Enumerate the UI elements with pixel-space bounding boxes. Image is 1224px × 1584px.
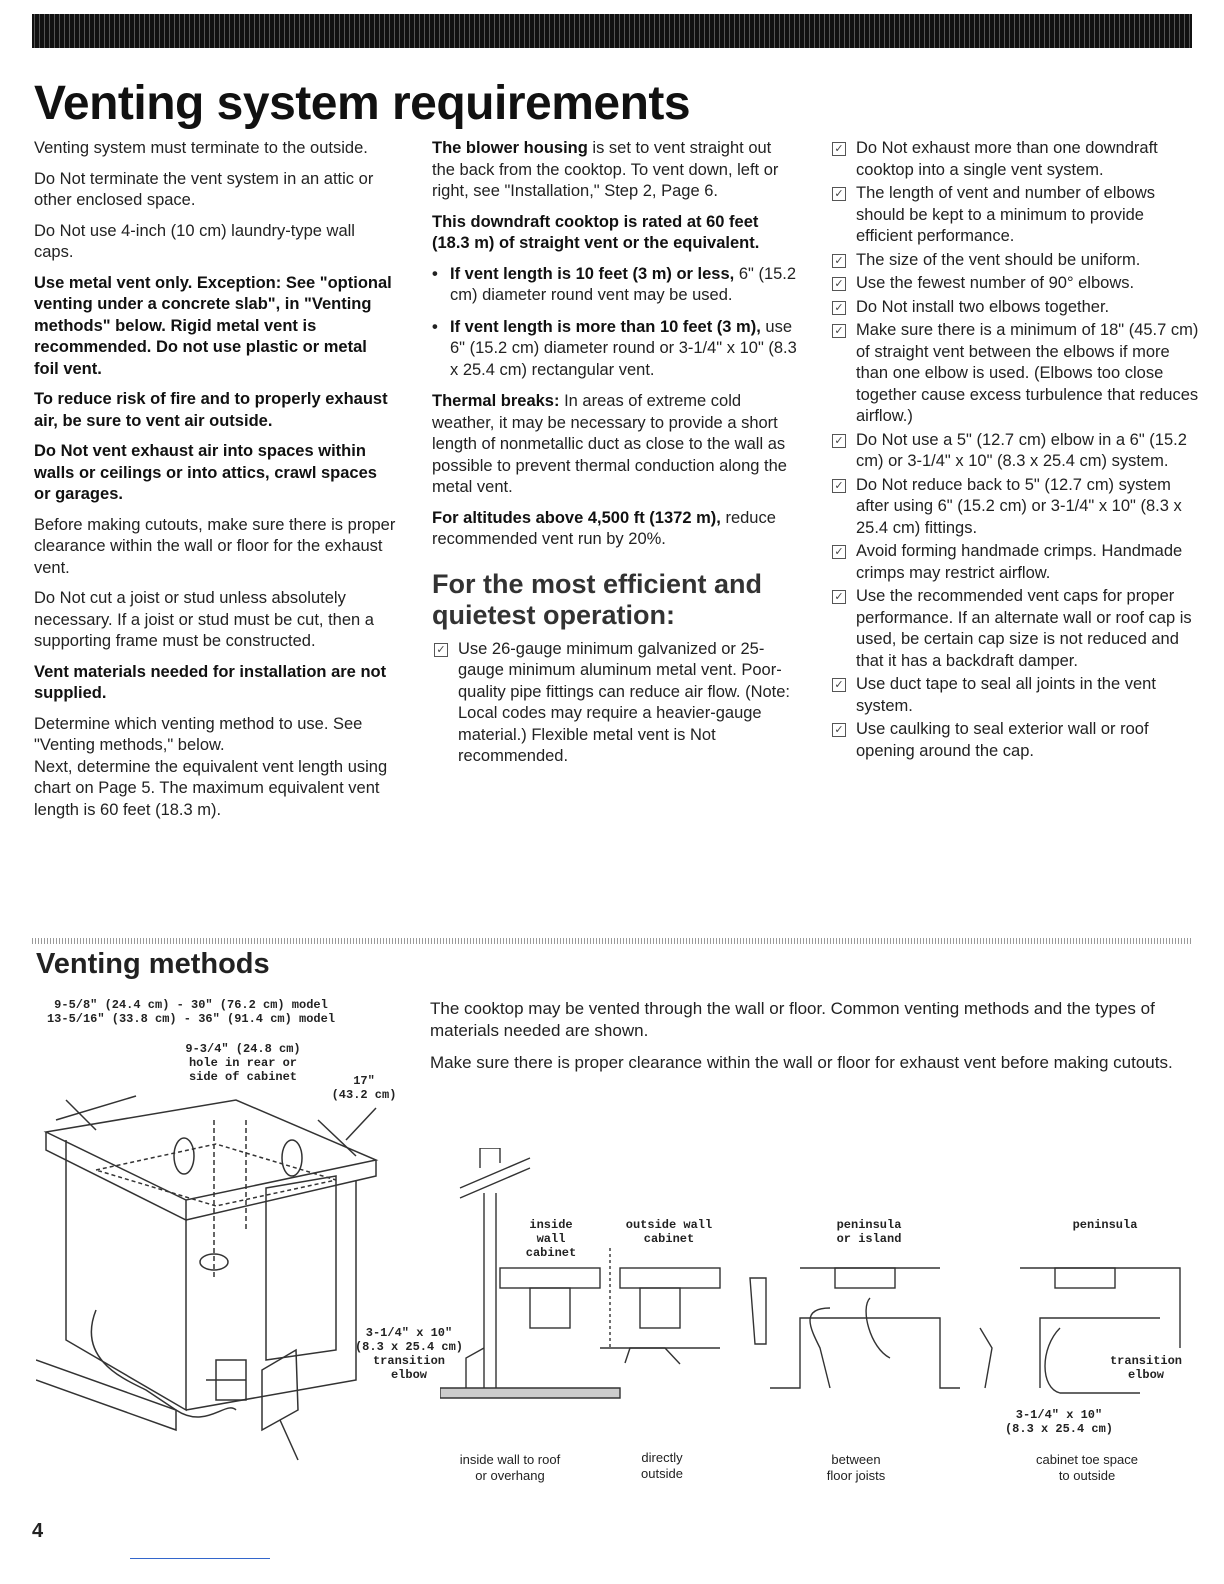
checklist-text: Do Not use a 5" (12.7 cm) elbow in a 6" (15.2 cm) or 3-1/4" x 10" (8.3 x 25.4 cm) system.: [856, 430, 1187, 470]
checkbox-icon: ✓: [832, 723, 846, 737]
rated-paragraph: This downdraft cooktop is rated at 60 feet (18.3 m) of straight vent or the equivalent.: [432, 212, 760, 252]
checklist-item: [830, 475, 1202, 540]
roof-line: [460, 1158, 530, 1198]
checklist-text: Use the recommended vent caps for proper performance. If an alternate wall or roof cap is used, be certain cap size is not reduced and that it has a backdraft damper.: [856, 587, 1192, 670]
checklist-text: Avoid forming handmade crimps. Handmade crimps may restrict airflow.: [856, 542, 1183, 582]
paragraph: Do Not terminate the vent system in an attic or other enclosed space.: [34, 169, 374, 209]
page-number: 4: [32, 1520, 44, 1542]
checkbox-icon: ✓: [832, 254, 846, 268]
label-transition-elbow-left: 3-1/4" x 10" (8.3 x 25.4 cm) transition elbow: [354, 1326, 464, 1382]
checklist-text: Use caulking to seal exterior wall or roof opening around the cap.: [856, 720, 1149, 760]
methods-paragraph-1: The cooktop may be vented through the wall or floor. Common venting methods and the types of materials needed are shown.: [430, 999, 1155, 1040]
checkbox-icon: ✓: [832, 142, 846, 156]
label-transition-elbow-right: transition elbow: [1109, 1354, 1182, 1382]
label-peninsula-island: peninsula or island: [836, 1218, 902, 1246]
checklist-text: The size of the vent should be uniform.: [856, 250, 1141, 269]
efficient-subheading: For the most efficient and quietest operation:: [432, 568, 763, 630]
model-dimension-label: 9-5/8" (24.4 cm) - 30" (76.2 cm) model 13-5/16" (33.8 cm) - 36" (91.4 cm) model: [46, 998, 336, 1026]
checklist-item: ✓ Use 26-gauge minimum galvanized or 25-gauge minimum aluminum metal vent. Poor-quality pipe fittings can reduce air flow. (Note: Local codes may require a heavier-gauge material.) Flexible metal vent is Not recommended.: [432, 639, 798, 768]
paragraph: Do Not use 4-inch (10 cm) laundry-type wall caps.: [34, 221, 355, 261]
label-dimension-right: 3-1/4" x 10" (8.3 x 25.4 cm): [1004, 1408, 1114, 1436]
caption-cabinet-toe-space: cabinet toe space to outside: [1036, 1452, 1138, 1483]
checkbox-icon: ✓: [832, 479, 846, 493]
checklist-item: [830, 297, 1202, 319]
venting-methods-heading: Venting methods: [36, 948, 270, 980]
label-peninsula: peninsula: [1072, 1218, 1138, 1232]
wall-cap: [262, 1350, 298, 1430]
checkbox-icon: ✓: [832, 301, 846, 315]
checklist-text: Do Not exhaust more than one downdraft cooktop into a single vent system.: [856, 139, 1158, 179]
column-2: [432, 138, 798, 770]
checklist-item: [830, 430, 1202, 473]
dimension-arrow: [56, 1096, 136, 1120]
checkbox-icon: ✓: [832, 324, 846, 338]
checklist-item: [830, 138, 1202, 181]
paragraph: Do Not cut a joist or stud unless absolutely necessary. If a joist or stud must be cut, then a supporting frame must be constructed.: [34, 589, 374, 650]
checkbox-icon: ✓: [434, 643, 448, 657]
checklist-text: Do Not reduce back to 5" (12.7 cm) system after using 6" (15.2 cm) or 3-1/4" x 10" (8.3 x 25.4 cm) fittings.: [856, 475, 1182, 537]
caption-directly-outside: directly outside: [641, 1450, 683, 1481]
paragraph: Before making cutouts, make sure there is proper clearance within the wall or floor for the exhaust vent.: [34, 515, 396, 577]
flex-duct: [91, 1310, 236, 1417]
checklist-text: Do Not install two elbows together.: [856, 297, 1110, 316]
cooktop-cabinet-illustration: [36, 1080, 396, 1470]
countertop-front: [46, 1132, 186, 1220]
cooktop-2: [620, 1268, 720, 1288]
checkbox-icon: ✓: [832, 434, 846, 448]
checkbox-icon: ✓: [832, 678, 846, 692]
checklist-text: Use duct tape to seal all joints in the vent system.: [856, 675, 1156, 715]
paragraph: Use metal vent only. Exception: See "optional venting under a concrete slab", in "Venting methods" below. Rigid metal vent is recommended. Do not use plastic or metal foil vent.: [34, 273, 392, 378]
checklist-item: [830, 674, 1202, 717]
blower-paragraph: The blower housing is set to vent straight out the back from the cooktop. To vent down, left or right, see "Installation," Step 2, Page 6.: [432, 139, 779, 200]
checklist-item: [830, 541, 1202, 584]
cutout-outline: [96, 1144, 336, 1206]
checklist-item: [830, 250, 1202, 272]
checklist-item: [830, 719, 1202, 762]
paragraph: Vent materials needed for installation are not supplied.: [34, 662, 387, 702]
caption-between-floor-joists: between floor joists: [826, 1452, 886, 1483]
checkbox-icon: ✓: [832, 187, 846, 201]
vertical-duct: [484, 1193, 496, 1388]
venting-methods-diagrams: [440, 1148, 1200, 1418]
checklist-text: Make sure there is a minimum of 18" (45.7 cm) of straight vent between the elbows if more than one elbow is used. (Elbows too close together cause excess turbulence that reduces airflow.): [856, 321, 1199, 425]
caption-inside-wall-to-roof: inside wall to roof or overhang: [459, 1452, 561, 1483]
paragraph: To reduce risk of fire and to properly exhaust air, be sure to vent air outside.: [34, 390, 388, 430]
depth-dimension-label: 17" (43.2 cm): [331, 1074, 397, 1102]
countertop-top: [46, 1100, 376, 1200]
checklist-item: [830, 320, 1202, 428]
checkbox-icon: ✓: [832, 590, 846, 604]
footer-link-line: [130, 1558, 270, 1559]
paragraph: Do Not vent exhaust air into spaces within walls or ceilings or into attics, crawl spaces or garages.: [34, 442, 377, 503]
paragraph: Venting system must terminate to the outside.: [34, 139, 368, 157]
cooktop-4: [1055, 1268, 1115, 1288]
checklist-item: [830, 183, 1202, 248]
page-title: Venting system requirements: [34, 77, 691, 130]
cabinet-door: [266, 1176, 336, 1360]
cooktop-1: [500, 1268, 600, 1288]
altitude-paragraph: For altitudes above 4,500 ft (1372 m), reduce recommended vent run by 20%.: [432, 508, 776, 548]
paragraph: Next, determine the equivalent vent length using chart on Page 5. The maximum equivalent vent length is 60 feet (18.3 m).: [34, 757, 388, 819]
header-bar: [32, 14, 1192, 48]
wall-cap-3: [750, 1278, 766, 1344]
checklist-text: The length of vent and number of elbows should be kept to a minimum to provide efficient performance.: [856, 184, 1156, 245]
paragraph: Determine which venting method to use. See "Venting methods," below.: [34, 714, 363, 754]
checkbox-icon: ✓: [832, 277, 846, 291]
checklist-item: [830, 273, 1202, 295]
cabinet-front: [66, 1140, 186, 1410]
methods-paragraph-2: Make sure there is proper clearance within the wall or floor for exhaust vent before making cutouts.: [430, 1053, 1173, 1072]
list-item: • If vent length is more than 10 feet (3 m), use 6" (15.2 cm) diameter round or 3-1/4" x 10" (8.3 x 25.4 cm) rectangular vent.: [432, 317, 797, 379]
floor-1: [440, 1388, 620, 1398]
checklist-item: [830, 586, 1202, 672]
checkbox-icon: ✓: [832, 545, 846, 559]
label-inside-wall-cabinet: inside wall cabinet: [525, 1218, 577, 1260]
section-divider: [32, 938, 1192, 944]
vent-hole: [174, 1138, 194, 1174]
column-3: [830, 138, 1202, 764]
list-item: • If vent length is 10 feet (3 m) or less, 6" (15.2 cm) diameter round vent may be used.: [432, 264, 797, 304]
label-outside-wall-cabinet: outside wall cabinet: [625, 1218, 713, 1246]
checklist-text: Use the fewest number of 90° elbows.: [856, 274, 1135, 292]
cooktop-3: [835, 1268, 895, 1288]
column-1: [34, 138, 396, 830]
thermal-paragraph: Thermal breaks: In areas of extreme cold weather, it may be necessary to provide a short length of nonmetallic duct as close to the wall as possible to prevent thermal conduction along the metal vent.: [432, 392, 787, 496]
hole-dimension-label: 9-3/4" (24.8 cm) hole in rear or side of cabinet: [185, 1042, 301, 1084]
